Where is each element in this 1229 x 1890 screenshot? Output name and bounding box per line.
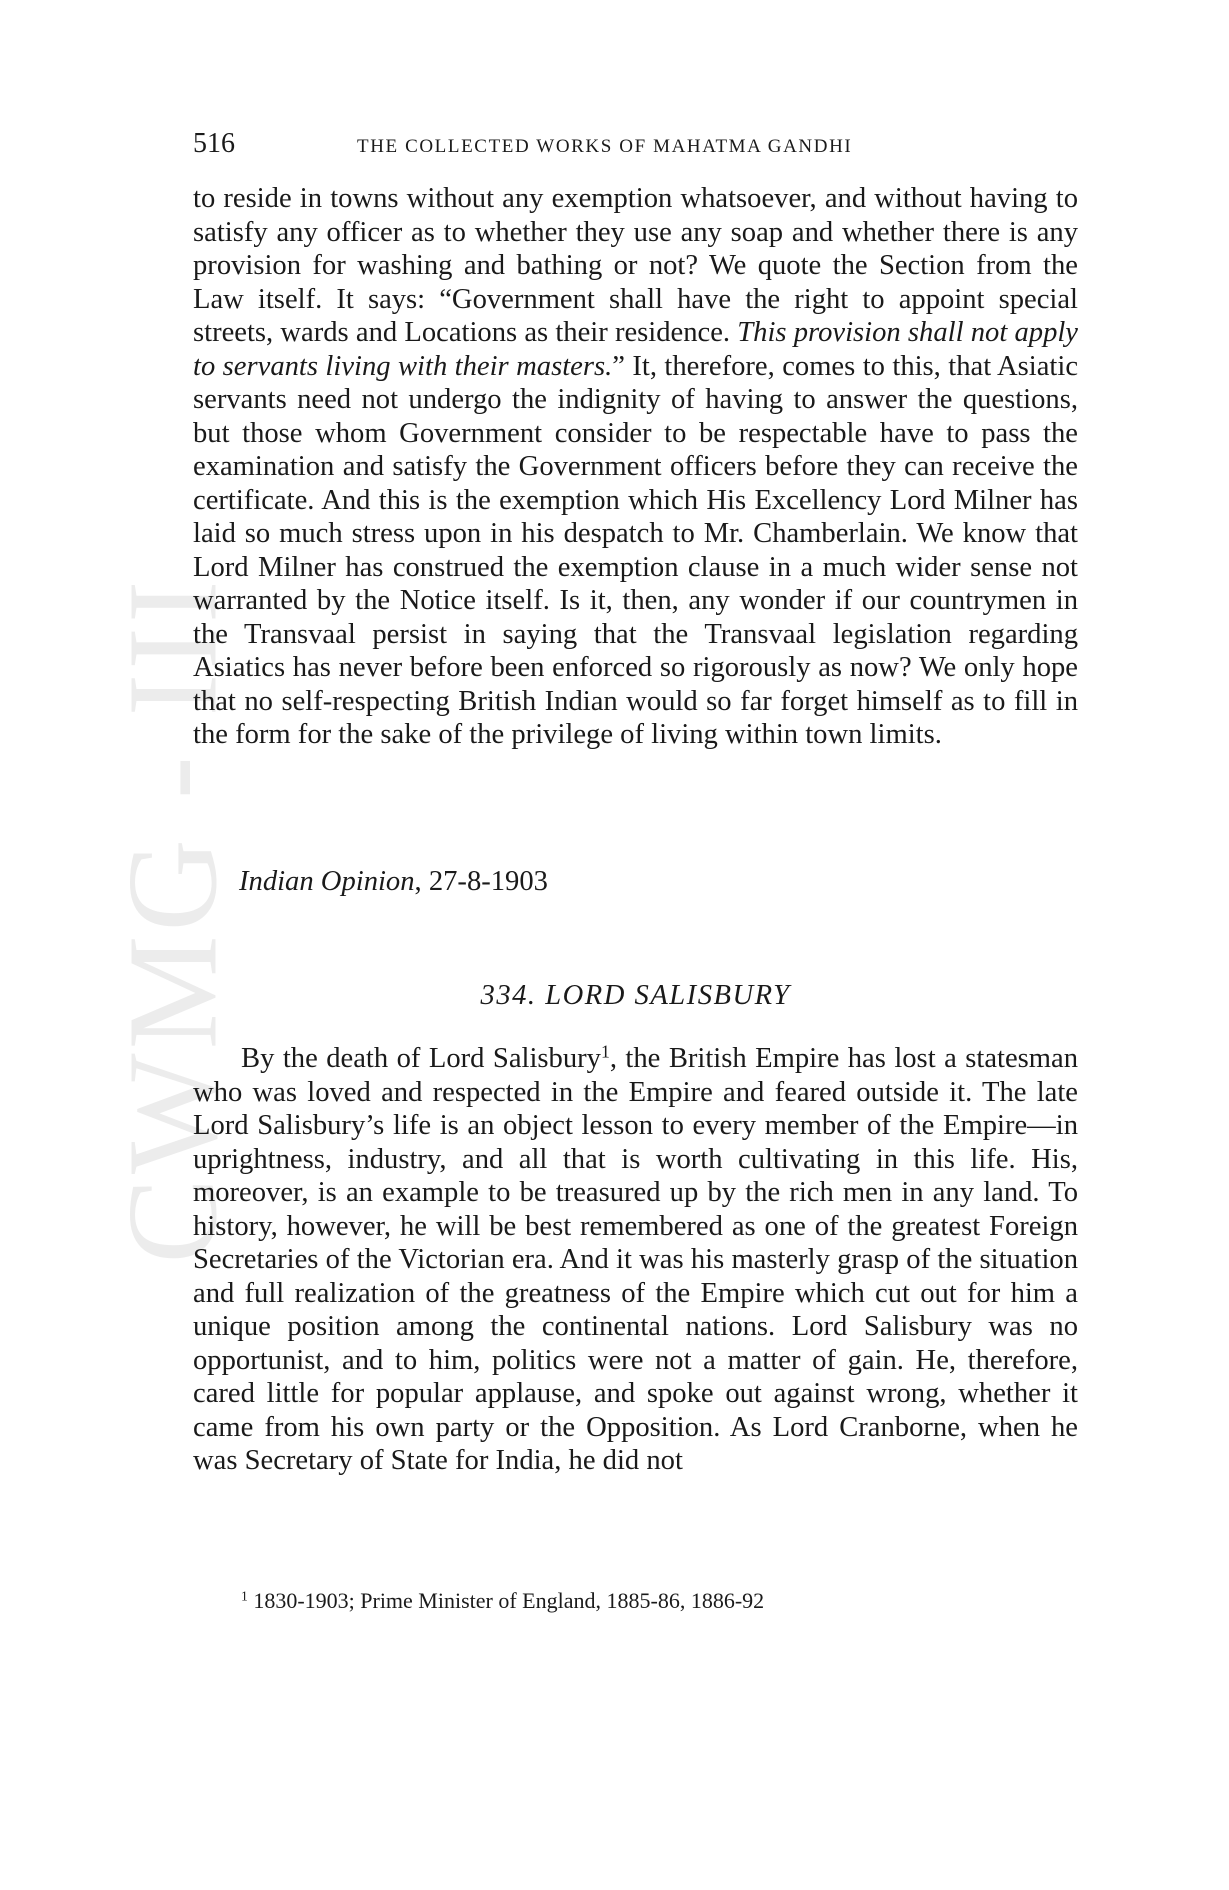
watermark-text: CWMG - III bbox=[101, 576, 244, 1264]
paragraph-text-continued: , the British Empire has lost a statesman who was loved and respected in the Empire and feared outside it. The late Lord Salisbury’s life is an object lesson to every member of the Empire—in uprightness, industry, and all that is worth cultivating in this life. His, moreover, is an example to be treasured up by the rich men in any land. To history, however, he will be best remembered as one of the greatest Foreign Secretaries of the Victorian era. And it was his masterly grasp of the situation and full realization of the greatness of the Empire which cut out for him a unique position among the continental nations. Lord Salisbury was no opportunist, and to him, politics were not a matter of gain. He, therefore, cared little for popular applause, and spoke out against wrong, whether it came from his own party or the Opposition. As Lord Cranborne, when he was Secretary of State for India, he did not bbox=[193, 1043, 1078, 1476]
footnote-text: 1830-1903; Prime Minister of England, 1885-86, 1886-92 bbox=[247, 1588, 765, 1613]
source-date: , 27-8-1903 bbox=[414, 866, 548, 897]
footnote-marker: 1 bbox=[241, 1588, 248, 1604]
footnote-reference: 1 bbox=[600, 1041, 610, 1062]
article-paragraph-salisbury bbox=[193, 1042, 1078, 1478]
paragraph-text-continued: ” It, therefore, comes to this, that Asiatic servants need not undergo the indignity of having to answer the questions, but those whom Government consider to be respectable have to pass the examination and satisfy the Government officers before they can receive the certificate. And this is the exemption which His Excellency Lord Milner has laid so much stress upon in his despatch to Mr. Chamberlain. We know that Lord Milner has construed the exemption clause in a much wider sense not warranted by the Notice itself. Is it, then, any wonder if our countrymen in the Transvaal persist in saying that the Transvaal legislation regarding Asiatics has never before been enforced so rigorously as now? We only hope that no self-respecting British Indian would so far forget himself as to fill in the form for the sake of the privilege of living within town limits. bbox=[193, 350, 1079, 750]
running-title: THE COLLECTED WORKS OF MAHATMA GANDHI bbox=[357, 136, 853, 157]
section-heading: 334. LORD SALISBURY bbox=[480, 980, 791, 1011]
paragraph-text: By the death of Lord Salisbury bbox=[241, 1043, 601, 1074]
article-paragraph bbox=[193, 182, 1078, 752]
source-citation bbox=[239, 866, 548, 898]
paragraph-text: to reside in towns without any exemption whatsoever, and without having to satisfy any officer as to whether they use any soap and whether there is any provision for washing and bathing or not? We quote the Section from the Law itself. It says: “Government shall have the right to appoint special streets, wards and Locations as their residence. bbox=[193, 183, 1078, 348]
source-publication: Indian Opinion bbox=[239, 866, 415, 897]
footnote bbox=[241, 1588, 764, 1614]
page-header bbox=[193, 128, 1078, 168]
italic-quote: This provision shall not apply to servants living with their masters. bbox=[193, 317, 1079, 382]
page-number: 516 bbox=[193, 128, 235, 159]
